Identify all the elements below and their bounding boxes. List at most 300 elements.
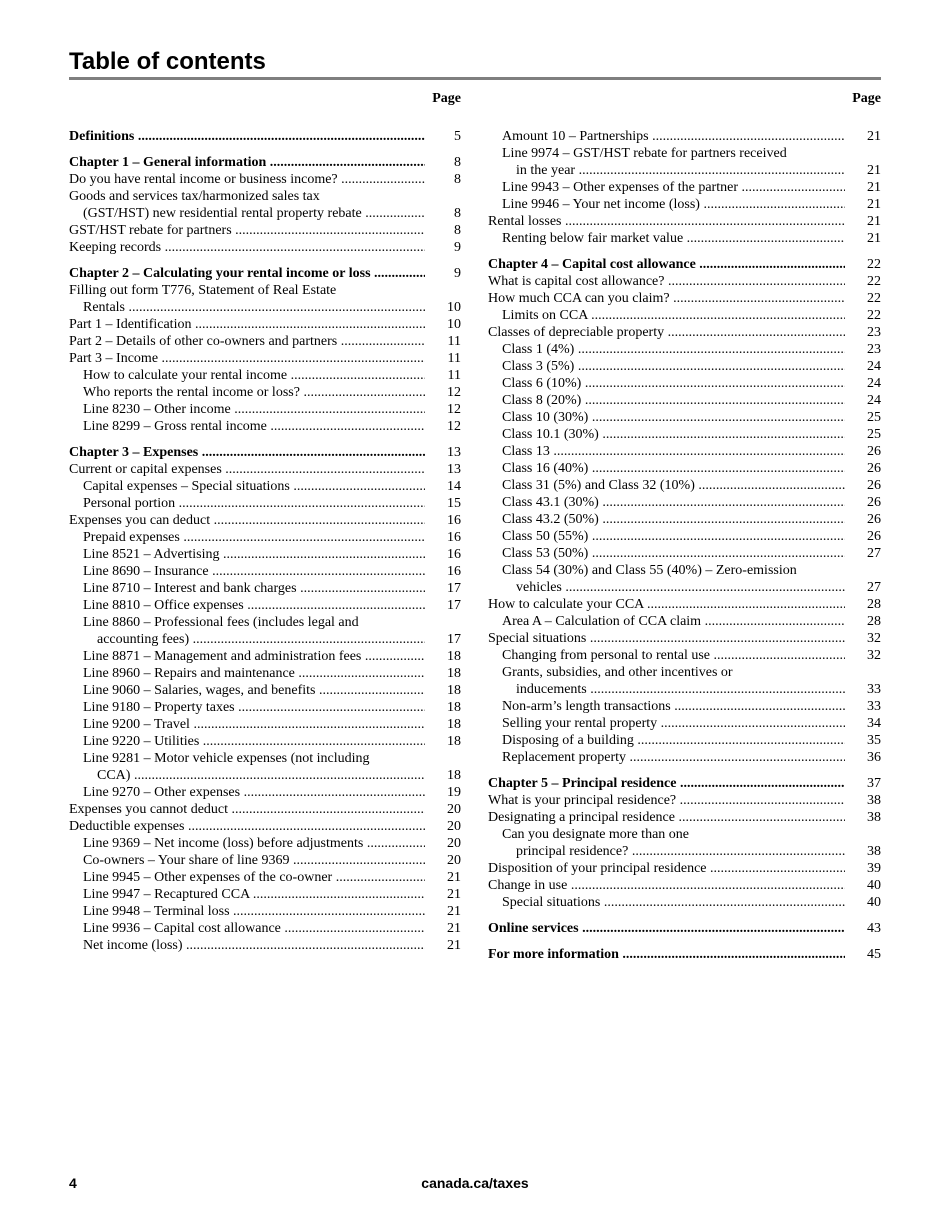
toc-entry-page: 26 <box>867 529 881 544</box>
toc-entry[interactable] <box>488 196 881 213</box>
toc-entry[interactable] <box>69 384 461 401</box>
toc-entry-title-text: What is your principal residence? ..... <box>488 793 845 808</box>
toc-entry-page: 12 <box>447 402 461 417</box>
toc-entry-title <box>488 324 845 341</box>
toc-entry[interactable] <box>488 409 881 426</box>
toc-entry-title <box>69 529 425 546</box>
toc-entry-title-text: Special situations ..... <box>488 631 845 646</box>
toc-entry[interactable] <box>69 648 461 665</box>
toc-entry[interactable] <box>488 596 881 613</box>
toc-entry[interactable] <box>69 512 461 529</box>
page-title: Table of contents <box>69 48 266 75</box>
toc-entry[interactable] <box>488 290 881 307</box>
toc-entry-title-text: Limits on CCA ..... <box>502 308 845 323</box>
toc-entry-title <box>69 682 425 699</box>
toc-entry[interactable] <box>69 478 461 495</box>
toc-entry-title-text: Class 43.1 (30%) ..... <box>502 495 845 510</box>
toc-entry[interactable] <box>69 699 461 716</box>
toc-entry[interactable] <box>69 546 461 563</box>
toc-entry-page: 11 <box>447 368 461 383</box>
toc-entry-page: 20 <box>447 836 461 851</box>
toc-entry-title-text: Personal portion ..... <box>83 496 425 511</box>
toc-column-left <box>69 90 461 954</box>
toc-entry-title <box>488 460 845 477</box>
toc-entry[interactable] <box>69 239 461 256</box>
toc-entry-title-line1: Grants, subsidies, and other incentives or <box>502 665 733 680</box>
toc-entry[interactable] <box>488 460 881 477</box>
toc-entry-page: 25 <box>867 410 881 425</box>
toc-entry[interactable] <box>488 647 881 664</box>
toc-entry-page: 39 <box>867 861 881 876</box>
toc-entry-title-text: Selling your rental property ..... <box>502 716 845 731</box>
toc-entry-title <box>69 733 425 750</box>
toc-entry-title <box>69 614 425 648</box>
toc-entry[interactable] <box>488 145 881 179</box>
toc-entry-page: 17 <box>447 598 461 613</box>
toc-entry-title-text: Line 9060 – Salaries, wages, and benefits ..... <box>83 683 425 698</box>
toc-entry-title-text: Changing from personal to rental use ..... <box>502 648 845 663</box>
toc-entry-title-text: Amount 10 – Partnerships ..... <box>502 129 845 144</box>
toc-entry-page: 21 <box>867 180 881 195</box>
toc-entry[interactable] <box>69 367 461 384</box>
toc-entry-title <box>488 630 845 647</box>
title-rule <box>69 77 881 80</box>
toc-entry-title <box>488 613 845 630</box>
toc-entry-page: 19 <box>447 785 461 800</box>
toc-entry-title <box>69 597 425 614</box>
toc-entry-title-text: Area A – Calculation of CCA claim ..... <box>502 614 845 629</box>
toc-entry-page: 35 <box>867 733 881 748</box>
toc-entry-title-text: Chapter 1 – General information ..... <box>69 155 425 170</box>
toc-entry-title <box>69 444 425 461</box>
page-column-header: Page <box>852 91 881 106</box>
toc-entry-page: 17 <box>447 632 461 647</box>
toc-entry-page: 8 <box>454 206 461 221</box>
toc-entry-title <box>488 946 845 963</box>
toc-entry-page: 18 <box>447 734 461 749</box>
toc-entry[interactable] <box>488 613 881 630</box>
toc-entry-page: 8 <box>454 172 461 187</box>
toc-entry[interactable] <box>488 324 881 341</box>
toc-entry-page: 33 <box>867 682 881 697</box>
toc-entry[interactable] <box>488 698 881 715</box>
toc-entry-title-text: Special situations ..... <box>502 895 845 910</box>
toc-entry-title-text: Chapter 2 – Calculating your rental income or loss ..... <box>69 266 425 281</box>
toc-entry[interactable] <box>69 222 461 239</box>
toc-entry-title-text: Line 8810 – Office expenses ..... <box>83 598 425 613</box>
toc-entry[interactable] <box>488 307 881 324</box>
toc-entry-title <box>69 563 425 580</box>
toc-entry[interactable] <box>69 733 461 750</box>
toc-entry[interactable] <box>69 154 461 171</box>
toc-entry[interactable] <box>69 316 461 333</box>
toc-entry-page: 18 <box>447 700 461 715</box>
toc-entry-page: 16 <box>447 564 461 579</box>
toc-entry[interactable] <box>69 869 461 886</box>
toc-entry[interactable] <box>69 444 461 461</box>
toc-entry[interactable] <box>69 495 461 512</box>
toc-entry-page: 26 <box>867 444 881 459</box>
toc-entry[interactable] <box>488 749 881 766</box>
toc-entry-page: 33 <box>867 699 881 714</box>
toc-entry[interactable] <box>488 946 881 963</box>
toc-entry-title-text: Non-arm’s length transactions ..... <box>502 699 845 714</box>
toc-entry-page: 43 <box>867 921 881 936</box>
toc-entry-title <box>488 511 845 528</box>
toc-entry-title <box>488 792 845 809</box>
toc-entry-page: 18 <box>447 683 461 698</box>
toc-entry-title-text: Class 6 (10%) ..... <box>502 376 845 391</box>
toc-entry-title-text: Line 9948 – Terminal loss ..... <box>83 904 425 919</box>
toc-entry-title <box>488 213 845 230</box>
toc-entry[interactable] <box>488 375 881 392</box>
toc-entry-title <box>69 188 425 222</box>
toc-entry[interactable] <box>488 630 881 647</box>
toc-entry[interactable] <box>488 230 881 247</box>
toc-entry[interactable] <box>69 937 461 954</box>
toc-entry-page: 21 <box>447 887 461 902</box>
toc-entry-title-text: Disposition of your principal residence ..... <box>488 861 845 876</box>
toc-entry[interactable] <box>488 179 881 196</box>
toc-entry[interactable] <box>69 750 461 784</box>
toc-entry-page: 38 <box>867 793 881 808</box>
toc-entry[interactable] <box>69 835 461 852</box>
toc-entry-title <box>69 265 425 282</box>
toc-entry-page: 45 <box>867 947 881 962</box>
toc-entry-title-line2: in the year ..... <box>502 162 845 179</box>
toc-entry-page: 38 <box>867 810 881 825</box>
toc-entry-title <box>488 647 845 664</box>
toc-entry-page: 22 <box>867 291 881 306</box>
toc-entry-title-line1: Line 8860 – Professional fees (includes legal and <box>83 615 359 630</box>
toc-entry-title <box>488 128 845 145</box>
toc-entry[interactable] <box>488 809 881 826</box>
toc-entry-page: 21 <box>447 921 461 936</box>
toc-entry-title <box>69 937 425 954</box>
toc-entry-title <box>488 392 845 409</box>
toc-entry[interactable] <box>69 282 461 316</box>
toc-entry[interactable] <box>69 614 461 648</box>
toc-entry-page: 22 <box>867 274 881 289</box>
toc-entry-title-line2: Rentals ..... <box>69 299 425 316</box>
toc-entry-title-line1: Can you designate more than one <box>502 827 690 842</box>
toc-entry[interactable] <box>488 511 881 528</box>
toc-entry-page: 10 <box>447 317 461 332</box>
toc-entry-title <box>69 478 425 495</box>
toc-entry[interactable] <box>488 358 881 375</box>
toc-entry-title-line2: vehicles ..... <box>502 579 845 596</box>
toc-entry[interactable] <box>69 682 461 699</box>
toc-entry-title <box>69 903 425 920</box>
toc-entry-title-text: How to calculate your CCA ..... <box>488 597 845 612</box>
toc-entry-title-text: Do you have rental income or business income? ..... <box>69 172 425 187</box>
toc-entry[interactable] <box>69 920 461 937</box>
toc-entry[interactable] <box>488 128 881 145</box>
toc-entry-title <box>488 715 845 732</box>
toc-entry[interactable] <box>488 426 881 443</box>
toc-entry-title-text: Line 9180 – Property taxes ..... <box>83 700 425 715</box>
page-column-header: Page <box>432 91 461 106</box>
toc-entry-title <box>69 128 425 145</box>
toc-entry[interactable] <box>488 775 881 792</box>
toc-entry-page: 15 <box>447 496 461 511</box>
toc-entry-page: 16 <box>447 530 461 545</box>
toc-entry-title-text: Line 8710 – Interest and bank charges ..... <box>83 581 425 596</box>
toc-entry[interactable] <box>69 801 461 818</box>
toc-entry-title <box>69 835 425 852</box>
toc-entry[interactable] <box>488 494 881 511</box>
toc-entry-page: 22 <box>867 257 881 272</box>
toc-entry-title <box>488 358 845 375</box>
toc-entry-title <box>488 375 845 392</box>
toc-entry-title <box>69 512 425 529</box>
toc-entry-title <box>488 443 845 460</box>
toc-entry-title <box>69 869 425 886</box>
toc-entry[interactable] <box>69 852 461 869</box>
toc-entry-title-text: Who reports the rental income or loss? ..... <box>83 385 425 400</box>
toc-entry[interactable] <box>488 443 881 460</box>
toc-entry-title <box>488 664 845 698</box>
toc-entry-page: 16 <box>447 513 461 528</box>
toc-entry-title-text: Expenses you can deduct ..... <box>69 513 425 528</box>
toc-entry-title-line1: Goods and services tax/harmonized sales tax <box>69 189 320 204</box>
toc-entry[interactable] <box>488 213 881 230</box>
toc-entry-title <box>69 784 425 801</box>
toc-entry-title-text: Expenses you cannot deduct ..... <box>69 802 425 817</box>
toc-entry-page: 32 <box>867 631 881 646</box>
toc-entry[interactable] <box>488 664 881 698</box>
toc-entry-page: 26 <box>867 478 881 493</box>
toc-entry[interactable] <box>488 341 881 358</box>
toc-entry-title-text: Deductible expenses ..... <box>69 819 425 834</box>
toc-entry-page: 22 <box>867 308 881 323</box>
toc-entry-title-text: Online services ..... <box>488 921 845 936</box>
toc-entry[interactable] <box>69 818 461 835</box>
toc-entry-title <box>488 528 845 545</box>
toc-entry[interactable] <box>69 580 461 597</box>
toc-entry-title <box>69 282 425 316</box>
toc-entry-title-text: Line 8521 – Advertising ..... <box>83 547 425 562</box>
toc-entry-title-text: Capital expenses – Special situations ..... <box>83 479 425 494</box>
toc-entry-title-text: Class 3 (5%) ..... <box>502 359 845 374</box>
toc-entry-page: 8 <box>454 223 461 238</box>
toc-column-right <box>488 90 881 963</box>
toc-entry[interactable] <box>488 877 881 894</box>
toc-entry-title <box>69 222 425 239</box>
toc-entry-title <box>488 196 845 213</box>
toc-entry-page: 20 <box>447 819 461 834</box>
toc-entry-title <box>488 877 845 894</box>
toc-entry-title-text: For more information ..... <box>488 947 845 962</box>
toc-entry-title <box>69 384 425 401</box>
toc-entry-page: 21 <box>867 231 881 246</box>
toc-entry[interactable] <box>488 792 881 809</box>
toc-entry-title-text: Rental losses ..... <box>488 214 845 229</box>
toc-entry[interactable] <box>69 265 461 282</box>
toc-entry[interactable] <box>488 894 881 911</box>
toc-entry[interactable] <box>69 665 461 682</box>
toc-entry-title <box>488 179 845 196</box>
toc-entry-title-text: How much CCA can you claim? ..... <box>488 291 845 306</box>
toc-entry[interactable] <box>488 528 881 545</box>
toc-entry-title <box>69 852 425 869</box>
toc-entry-title-text: Designating a principal residence ..... <box>488 810 845 825</box>
toc-entry-title-text: Class 53 (50%) ..... <box>502 546 845 561</box>
toc-entry-title <box>488 145 845 179</box>
toc-entry[interactable] <box>69 461 461 478</box>
toc-entry-title-text: Line 9220 – Utilities ..... <box>83 734 425 749</box>
toc-entry-page: 9 <box>454 240 461 255</box>
toc-entry-title <box>69 665 425 682</box>
toc-entry-title-line2: inducements ..... <box>502 681 845 698</box>
toc-entry-page: 18 <box>447 768 461 783</box>
toc-entry-title <box>488 749 845 766</box>
toc-entry-title-line2: accounting fees) ..... <box>83 631 425 648</box>
toc-entry-page: 28 <box>867 614 881 629</box>
toc-entry-title <box>488 273 845 290</box>
toc-entry[interactable] <box>69 418 461 435</box>
toc-entry[interactable] <box>488 826 881 860</box>
toc-entry-title-text: Line 9943 – Other expenses of the partner ..... <box>502 180 845 195</box>
toc-entry-page: 10 <box>447 300 461 315</box>
toc-entry-page: 16 <box>447 547 461 562</box>
toc-entry-title <box>69 648 425 665</box>
toc-entry-page: 38 <box>867 844 881 859</box>
toc-entry-page: 26 <box>867 461 881 476</box>
toc-entry-title <box>488 494 845 511</box>
toc-entry-page: 21 <box>867 197 881 212</box>
toc-entry-title-text: Classes of depreciable property ..... <box>488 325 845 340</box>
toc-entry-title <box>69 461 425 478</box>
toc-entry[interactable] <box>488 545 881 562</box>
toc-entry-title <box>488 426 845 443</box>
toc-entry-title-text: Replacement property ..... <box>502 750 845 765</box>
toc-list-left <box>69 128 461 954</box>
toc-entry-page: 13 <box>447 462 461 477</box>
toc-entry-title <box>488 826 845 860</box>
toc-entry[interactable] <box>69 128 461 145</box>
toc-entry-page: 21 <box>447 870 461 885</box>
toc-entry-title <box>69 886 425 903</box>
toc-entry-title <box>69 750 425 784</box>
toc-entry-page: 8 <box>454 155 461 170</box>
toc-entry[interactable] <box>69 171 461 188</box>
toc-entry-title <box>488 256 845 273</box>
toc-entry-page: 12 <box>447 385 461 400</box>
toc-entry-title <box>488 477 845 494</box>
toc-entry-title-line1: Line 9281 – Motor vehicle expenses (not including <box>83 751 370 766</box>
toc-entry-title-text: Current or capital expenses ..... <box>69 462 425 477</box>
toc-entry-title-line2: (GST/HST) new residential rental property rebate ..... <box>69 205 425 222</box>
toc-entry[interactable] <box>69 597 461 614</box>
toc-entry-title-text: Line 8299 – Gross rental income ..... <box>83 419 425 434</box>
toc-entry-page: 24 <box>867 376 881 391</box>
toc-entry[interactable] <box>488 562 881 596</box>
toc-entry[interactable] <box>69 716 461 733</box>
toc-entry-title <box>69 546 425 563</box>
toc-entry-title-text: Part 1 – Identification ..... <box>69 317 425 332</box>
toc-entry-title <box>69 350 425 367</box>
toc-entry-title-text: Co-owners – Your share of line 9369 ..... <box>83 853 425 868</box>
toc-entry-title-text: Line 8690 – Insurance ..... <box>83 564 425 579</box>
toc-entry-title <box>488 341 845 358</box>
toc-entry[interactable] <box>69 529 461 546</box>
toc-entry-title-text: Line 8960 – Repairs and maintenance ..... <box>83 666 425 681</box>
toc-entry-page: 40 <box>867 878 881 893</box>
toc-entry-title-text: Line 9945 – Other expenses of the co-owner ..... <box>83 870 425 885</box>
toc-entry-title-line1: Class 54 (30%) and Class 55 (40%) – Zero-emission <box>502 563 797 578</box>
toc-entry-title <box>488 775 845 792</box>
toc-entry[interactable] <box>69 350 461 367</box>
footer-url: canada.ca/taxes <box>421 1175 529 1191</box>
toc-entry[interactable] <box>488 392 881 409</box>
toc-entry-page: 20 <box>447 802 461 817</box>
toc-entry-title <box>488 307 845 324</box>
toc-entry[interactable] <box>69 188 461 222</box>
toc-entry-title <box>488 860 845 877</box>
toc-entry-title <box>488 290 845 307</box>
toc-entry-title <box>69 716 425 733</box>
toc-entry-title-line2: principal residence? ..... <box>502 843 845 860</box>
toc-entry-title <box>488 698 845 715</box>
toc-entry-title-text: Line 9947 – Recaptured CCA ..... <box>83 887 425 902</box>
toc-entry-title <box>69 367 425 384</box>
toc-entry[interactable] <box>69 886 461 903</box>
toc-entry-page: 17 <box>447 581 461 596</box>
toc-entry-page: 26 <box>867 495 881 510</box>
toc-entry[interactable] <box>69 333 461 350</box>
toc-entry-title-text: Class 10.1 (30%) ..... <box>502 427 845 442</box>
toc-entry-title-text: What is capital cost allowance? ..... <box>488 274 845 289</box>
toc-entry-title <box>488 920 845 937</box>
toc-entry[interactable] <box>488 732 881 749</box>
toc-entry-title-text: Line 8871 – Management and administration fees ..... <box>83 649 425 664</box>
toc-entry-title-text: Line 9270 – Other expenses ..... <box>83 785 425 800</box>
toc-entry-title-text: Line 9369 – Net income (loss) before adjustments ..... <box>83 836 425 851</box>
toc-entry-page: 13 <box>447 445 461 460</box>
toc-entry-title-text: Change in use ..... <box>488 878 845 893</box>
toc-entry-page: 21 <box>867 214 881 229</box>
toc-entry-title <box>69 316 425 333</box>
toc-entry[interactable] <box>69 903 461 920</box>
toc-entry-title <box>488 545 845 562</box>
toc-entry[interactable] <box>488 920 881 937</box>
toc-entry-title <box>69 818 425 835</box>
toc-entry-page: 12 <box>447 419 461 434</box>
toc-entry-title-text: Class 8 (20%) ..... <box>502 393 845 408</box>
toc-entry[interactable] <box>69 401 461 418</box>
toc-entry-title <box>69 154 425 171</box>
toc-entry-title <box>69 333 425 350</box>
toc-entry[interactable] <box>488 715 881 732</box>
toc-list-right <box>488 128 881 963</box>
toc-entry-title-text: GST/HST rebate for partners ..... <box>69 223 425 238</box>
toc-entry-title <box>69 920 425 937</box>
toc-entry[interactable] <box>488 477 881 494</box>
toc-entry[interactable] <box>488 273 881 290</box>
toc-entry-title <box>488 809 845 826</box>
toc-entry-title-text: Class 1 (4%) ..... <box>502 342 845 357</box>
toc-entry[interactable] <box>488 256 881 273</box>
toc-entry-title-text: Definitions ..... <box>69 129 425 144</box>
toc-entry-title-text: Part 2 – Details of other co-owners and partners ..... <box>69 334 425 349</box>
toc-entry-page: 5 <box>454 129 461 144</box>
toc-entry-title <box>69 171 425 188</box>
toc-entry[interactable] <box>69 784 461 801</box>
toc-entry[interactable] <box>488 860 881 877</box>
toc-entry[interactable] <box>69 563 461 580</box>
toc-entry-title <box>488 732 845 749</box>
